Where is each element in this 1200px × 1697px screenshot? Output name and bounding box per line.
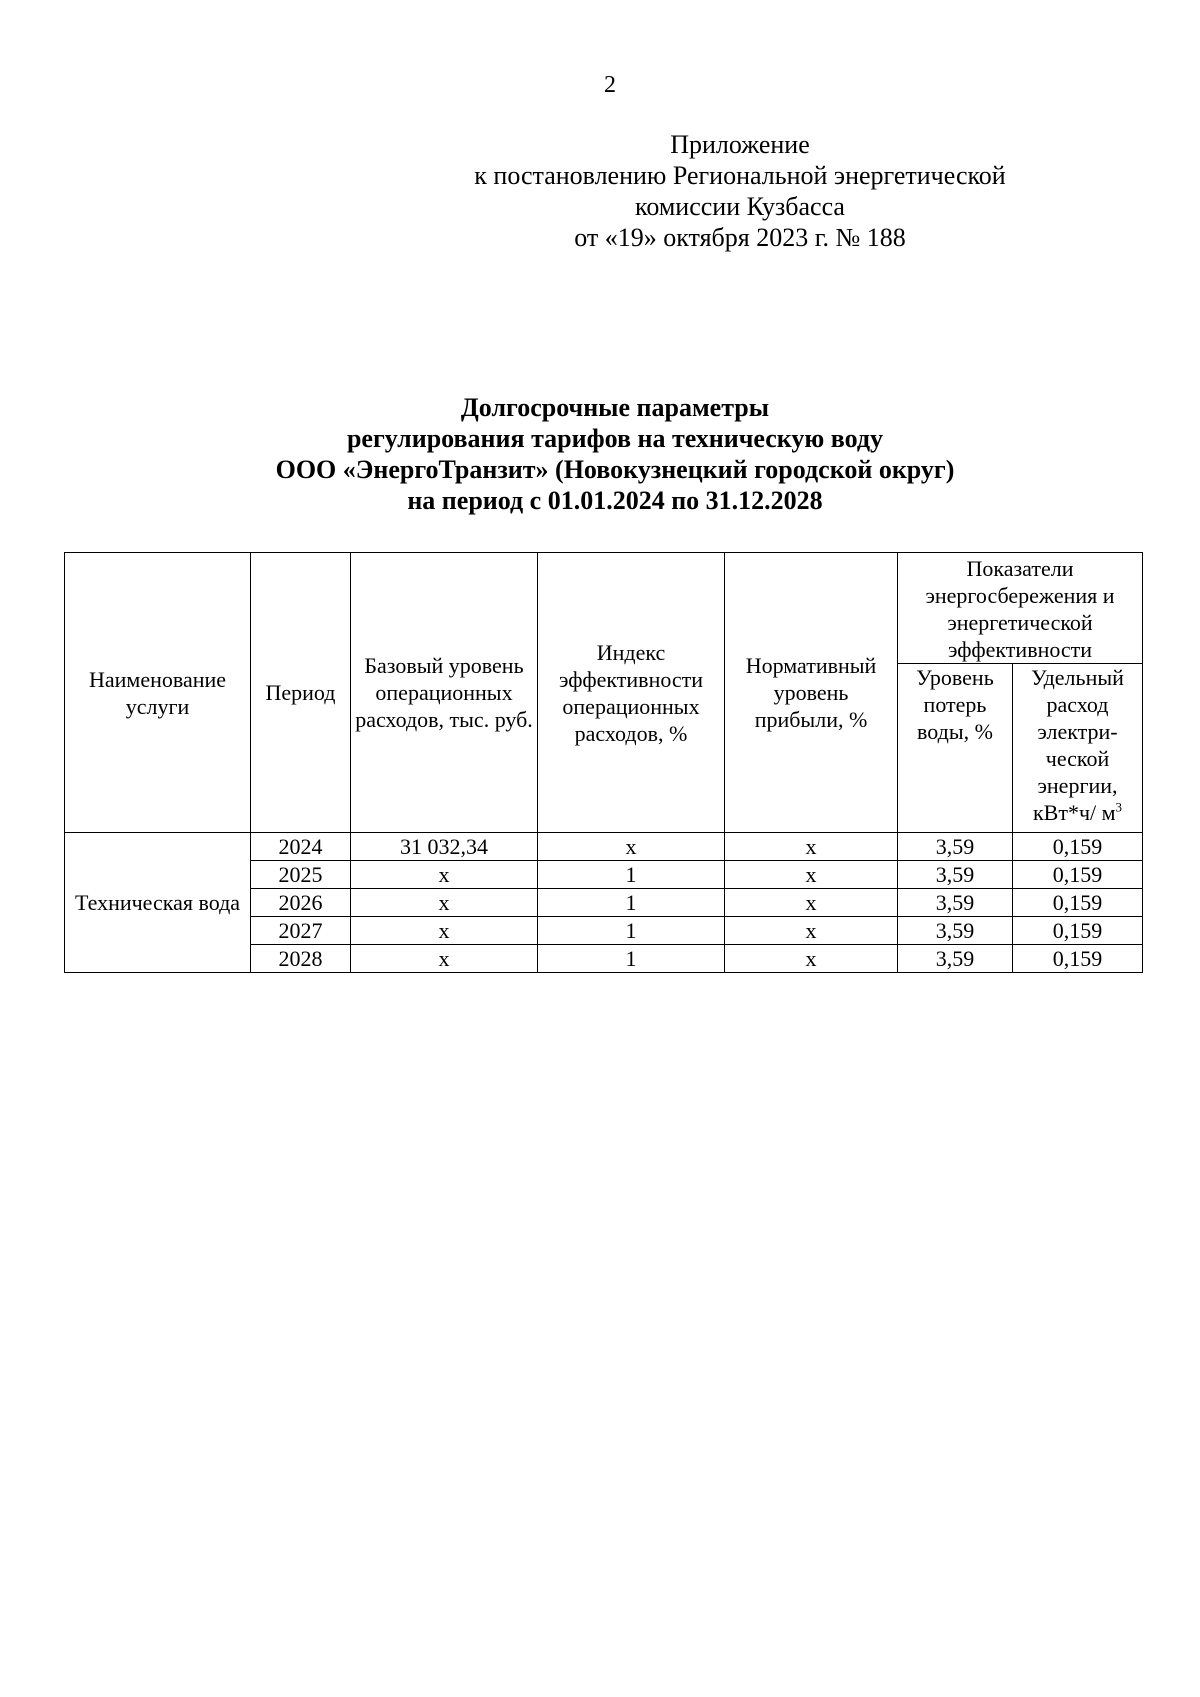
cell-water-loss: 3,59 <box>898 917 1013 945</box>
cell-water-loss: 3,59 <box>898 833 1013 861</box>
header-row-top <box>65 553 1143 664</box>
header-period: Период <box>251 553 351 833</box>
cell-efficiency-index: 1 <box>538 861 725 889</box>
cell-profit-level: х <box>725 861 898 889</box>
parameters-table <box>64 552 1143 973</box>
cell-power-consumption: 0,159 <box>1013 945 1143 973</box>
title-line-3: ООО «ЭнергоТранзит» (Новокузнецкий городской округ) <box>275 455 955 484</box>
cell-efficiency-index: 1 <box>538 945 725 973</box>
cell-profit-level: х <box>725 917 898 945</box>
cell-base-level: 31 032,34 <box>351 833 538 861</box>
cell-base-level: х <box>351 917 538 945</box>
header-power-consumption <box>1013 664 1143 833</box>
header-service: Наименование услуги <box>65 553 251 833</box>
cell-period: 2024 <box>251 833 351 861</box>
cell-base-level: х <box>351 889 538 917</box>
page-number: 2 <box>604 72 616 98</box>
cell-profit-level: х <box>725 833 898 861</box>
cell-period: 2026 <box>251 889 351 917</box>
appendix-line-1: Приложение <box>670 130 810 159</box>
appendix-block <box>430 129 1050 253</box>
appendix-line-4: от «19» октября 2023 г. № 188 <box>574 223 906 252</box>
cell-power-consumption: 0,159 <box>1013 917 1143 945</box>
cell-profit-level: х <box>725 945 898 973</box>
title-line-2: регулирования тарифов на техническую воду <box>346 424 884 453</box>
appendix-line-2: к постановлению Региональной энергетической <box>474 161 1006 190</box>
cell-efficiency-index: х <box>538 833 725 861</box>
title-line-1: Долгосрочные параметры <box>460 393 770 422</box>
cell-period: 2025 <box>251 861 351 889</box>
cell-efficiency-index: 1 <box>538 917 725 945</box>
appendix-line-3: комиссии Кузбасса <box>635 192 845 221</box>
cell-profit-level: х <box>725 889 898 917</box>
cell-water-loss: 3,59 <box>898 861 1013 889</box>
cell-base-level: х <box>351 861 538 889</box>
cell-power-consumption: 0,159 <box>1013 833 1143 861</box>
cell-period: 2027 <box>251 917 351 945</box>
header-profit-level: Нормативный уровень прибыли, % <box>725 553 898 833</box>
header-base-level: Базовый уровень операционных расходов, тыс. руб. <box>351 553 538 833</box>
header-power-consumption-text: Удельный расход электри-ческой энергии, кВт*ч/ м <box>1031 665 1124 825</box>
cell-water-loss: 3,59 <box>898 945 1013 973</box>
table-row <box>65 833 1143 861</box>
cell-power-consumption: 0,159 <box>1013 889 1143 917</box>
title-line-4: на период с 01.01.2024 по 31.12.2028 <box>407 486 823 515</box>
cell-water-loss: 3,59 <box>898 889 1013 917</box>
cell-efficiency-index: 1 <box>538 889 725 917</box>
header-energy-group: Показатели энергосбережения и энергетической эффективности <box>898 553 1143 664</box>
header-water-loss: Уровень потерь воды, % <box>898 664 1013 833</box>
header-efficiency-index: Индекс эффективности операционных расходов, % <box>538 553 725 833</box>
document-title <box>60 392 1170 516</box>
cell-service-name: Техническая вода <box>65 833 251 973</box>
cell-period: 2028 <box>251 945 351 973</box>
header-power-unit-sup: 3 <box>1115 799 1123 815</box>
cell-base-level: х <box>351 945 538 973</box>
cell-power-consumption: 0,159 <box>1013 861 1143 889</box>
